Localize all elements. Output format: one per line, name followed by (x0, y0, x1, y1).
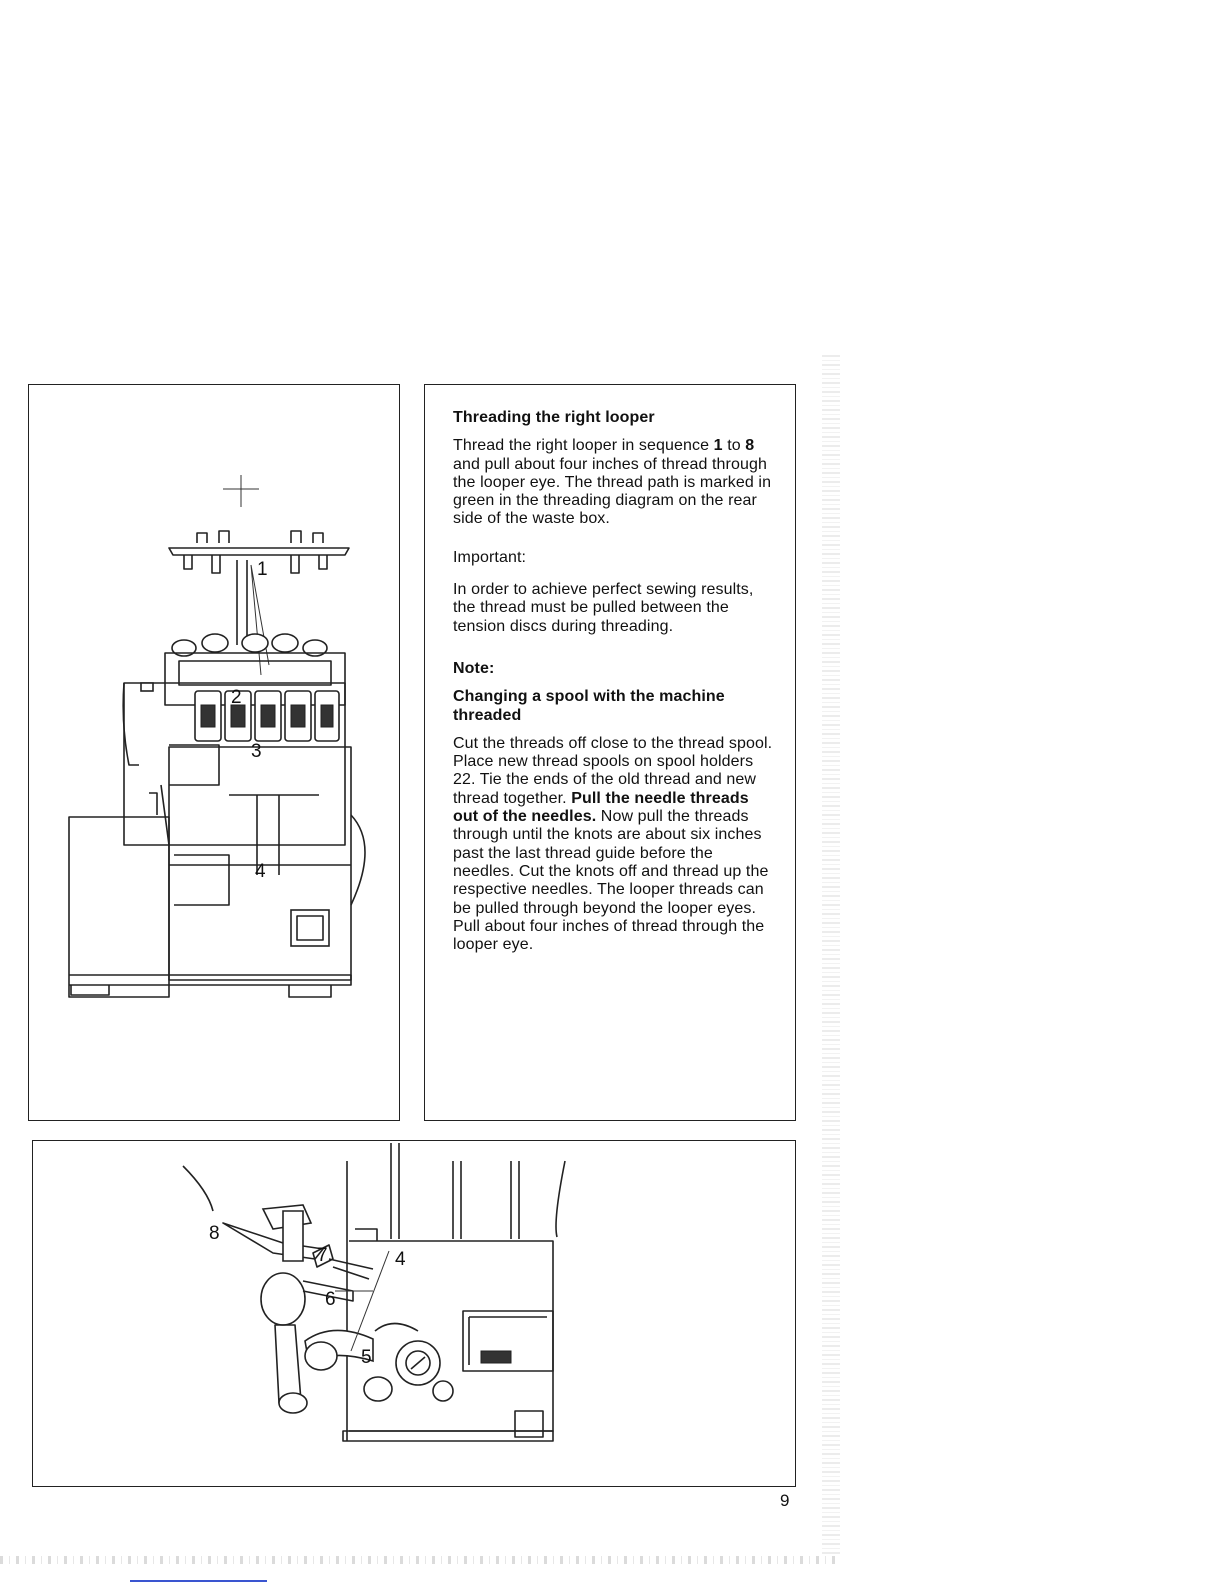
callout-7: 7 (317, 1245, 328, 1266)
threading-paragraph: Thread the right looper in sequence 1 to 8 and pull about four inches of thread through the looper eye. The thread path is marked in green in the threading diagram on the rear side of the waste box. (453, 437, 772, 528)
callout-6: 6 (325, 1289, 336, 1310)
callout-5: 5 (361, 1347, 372, 1368)
section-heading: Threading the right looper (453, 409, 655, 426)
instructions-panel (424, 384, 796, 1121)
important-label: Important: (453, 548, 527, 566)
page-number: 9 (780, 1491, 790, 1510)
looper-closeup-figure (32, 1140, 796, 1487)
callout-4: 4 (395, 1249, 406, 1270)
callout-2: 2 (231, 687, 242, 708)
callout-4: 4 (255, 861, 266, 882)
spool-change-paragraph: Cut the threads off close to the thread spool. Place new thread spools on spool holders 22. Tie the ends of the old thread and new thread together. Pull the needle threads out of the needles. Now pull the threads through until the knots are about six inches past the last thread guide before the needles. Cut the knots off and thread up the respective needles. The looper threads can be pulled through beyond the looper eyes. Pull about four inches of thread through the looper eye. (453, 734, 773, 954)
scan-artifact-line (130, 1580, 267, 1582)
machine-front-figure (28, 384, 400, 1121)
looper-closeup-diagram (33, 1141, 797, 1488)
callout-1: 1 (257, 559, 268, 580)
serger-front-diagram (29, 385, 401, 1122)
instructions-text (453, 409, 773, 968)
scan-edge-texture (822, 355, 840, 1555)
note-label: Note: (453, 659, 495, 677)
callout-8: 8 (209, 1223, 220, 1244)
important-text: In order to achieve perfect sewing results, the thread must be pulled between the tension discs during threading. (453, 581, 754, 635)
note-subheading: Changing a spool with the machine threaded (453, 688, 725, 724)
callout-3: 3 (251, 741, 262, 762)
scan-bottom-texture (0, 1556, 840, 1564)
